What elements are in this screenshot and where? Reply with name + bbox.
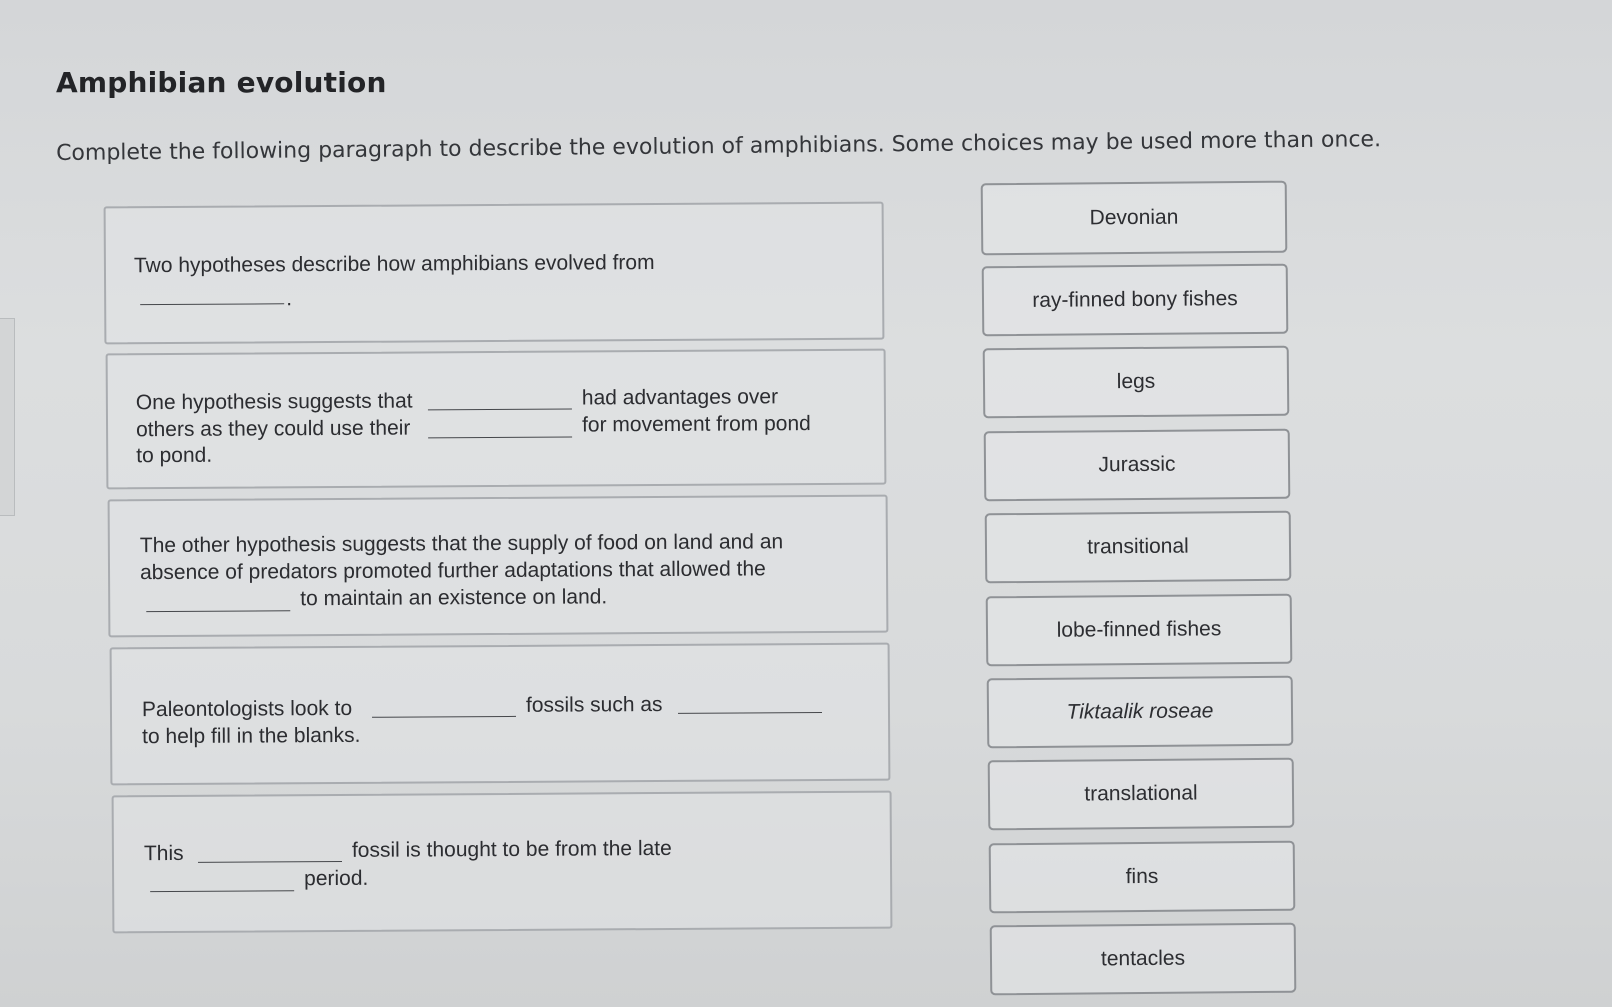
instructions-text: Complete the following paragraph to describe the evolution of amphibians. Some choices may be used more than once.: [56, 127, 1382, 166]
sentence-box-4: [110, 643, 891, 786]
sentence-5-text-c: period.: [304, 866, 369, 891]
choice-label: legs: [1116, 369, 1156, 394]
choice-label: tentacles: [1100, 946, 1186, 971]
sentence-3-text-b: absence of predators promoted further adaptations that allowed the: [139, 557, 766, 585]
choice-label: Tiktaalik roseae: [1066, 699, 1214, 724]
choice-label: transitional: [1087, 534, 1189, 559]
sentence-box-3: [108, 495, 889, 638]
sentence-2-text-d: for movement from pond: [581, 412, 811, 437]
blank-4-drop-target[interactable]: [146, 610, 290, 612]
blank-3-drop-target[interactable]: [428, 437, 572, 439]
choice-transitional[interactable]: [985, 511, 1292, 584]
choice-translational[interactable]: [988, 758, 1295, 831]
blank-7-drop-target[interactable]: [198, 861, 342, 863]
choice-legs[interactable]: [983, 346, 1290, 419]
blank-2-drop-target[interactable]: [428, 409, 572, 411]
blank-5-drop-target[interactable]: [372, 716, 516, 718]
choice-devonian[interactable]: [981, 181, 1288, 256]
sentence-4-text-a: Paleontologists look to: [141, 696, 353, 722]
choice-label: fins: [1125, 864, 1159, 889]
choice-jurassic[interactable]: [984, 429, 1291, 502]
sentence-3-text-a: The other hypothesis suggests that the supply of food on land and an: [139, 530, 784, 558]
blank-6-drop-target[interactable]: [678, 712, 822, 714]
choice-lobe-finned-fishes[interactable]: [986, 594, 1293, 667]
choice-tentacles[interactable]: [990, 923, 1297, 996]
side-panel-edge[interactable]: [0, 318, 15, 516]
choice-label: lobe-finned fishes: [1056, 617, 1222, 642]
choice-label: Devonian: [1089, 205, 1179, 230]
page-title: Amphibian evolution: [56, 66, 387, 99]
choice-label: ray-finned bony fishes: [1032, 287, 1238, 312]
sentence-1-text-a: Two hypotheses describe how amphibians evolved from: [133, 251, 655, 278]
blank-8-drop-target[interactable]: [150, 890, 294, 892]
sentence-4-text-b: fossils such as: [525, 693, 663, 717]
blank-1-drop-target[interactable]: [140, 303, 284, 305]
sentence-5-text-b: fossil is thought to be from the late: [351, 836, 672, 862]
choice-tiktaalik-roseae[interactable]: [987, 676, 1294, 749]
sentence-2-text-e: to pond.: [136, 443, 213, 468]
sentence-2-text-a: One hypothesis suggests that: [135, 389, 413, 415]
sentence-box-1: [104, 202, 885, 345]
sentence-1-text-b: .: [286, 287, 293, 311]
choice-label: Jurassic: [1098, 452, 1176, 477]
sentence-box-5: [112, 791, 893, 934]
choice-fins[interactable]: [989, 841, 1296, 914]
choice-label: translational: [1084, 781, 1198, 806]
sentence-5-text-a: This: [143, 841, 184, 866]
sentence-2-text-b: had advantages over: [581, 385, 779, 410]
choice-ray-finned-bony-fishes[interactable]: [982, 264, 1289, 337]
sentence-2-text-c: others as they could use their: [135, 416, 411, 442]
sentence-3-text-c: to maintain an existence on land.: [300, 585, 608, 611]
sentence-box-2: [106, 349, 887, 490]
sentence-4-text-c: to help fill in the blanks.: [142, 723, 361, 749]
